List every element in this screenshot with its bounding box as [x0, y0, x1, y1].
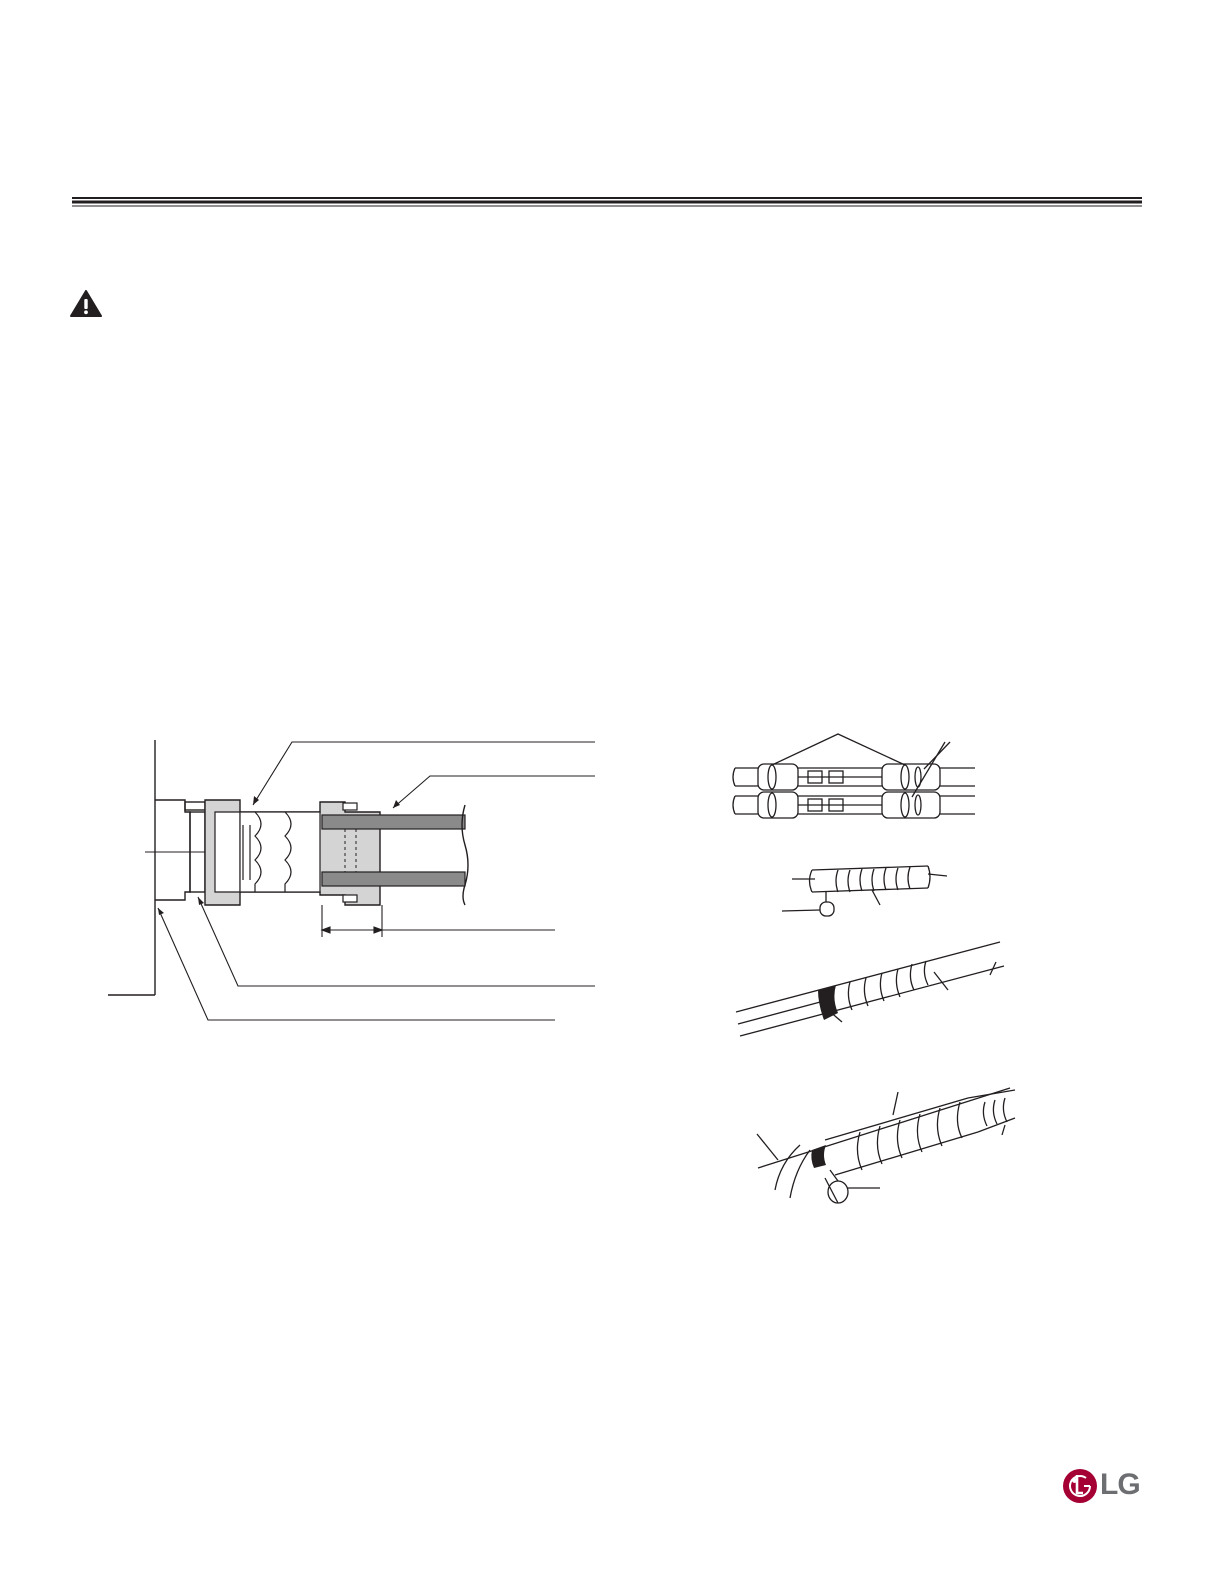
warning-triangle-icon — [70, 290, 102, 318]
lg-logo-text: LG — [1100, 1468, 1140, 1501]
header-rule — [72, 196, 1142, 208]
pipe-taping-detail — [778, 858, 953, 930]
insulated-pipe-pair — [725, 728, 985, 830]
lg-logo — [1062, 1464, 1146, 1508]
pipe-bundle-taping — [750, 1082, 1025, 1212]
pipe-tape-wrap — [730, 935, 1010, 1045]
lg-face-icon — [1062, 1468, 1098, 1504]
flare-joint-cross-section — [100, 730, 600, 1030]
